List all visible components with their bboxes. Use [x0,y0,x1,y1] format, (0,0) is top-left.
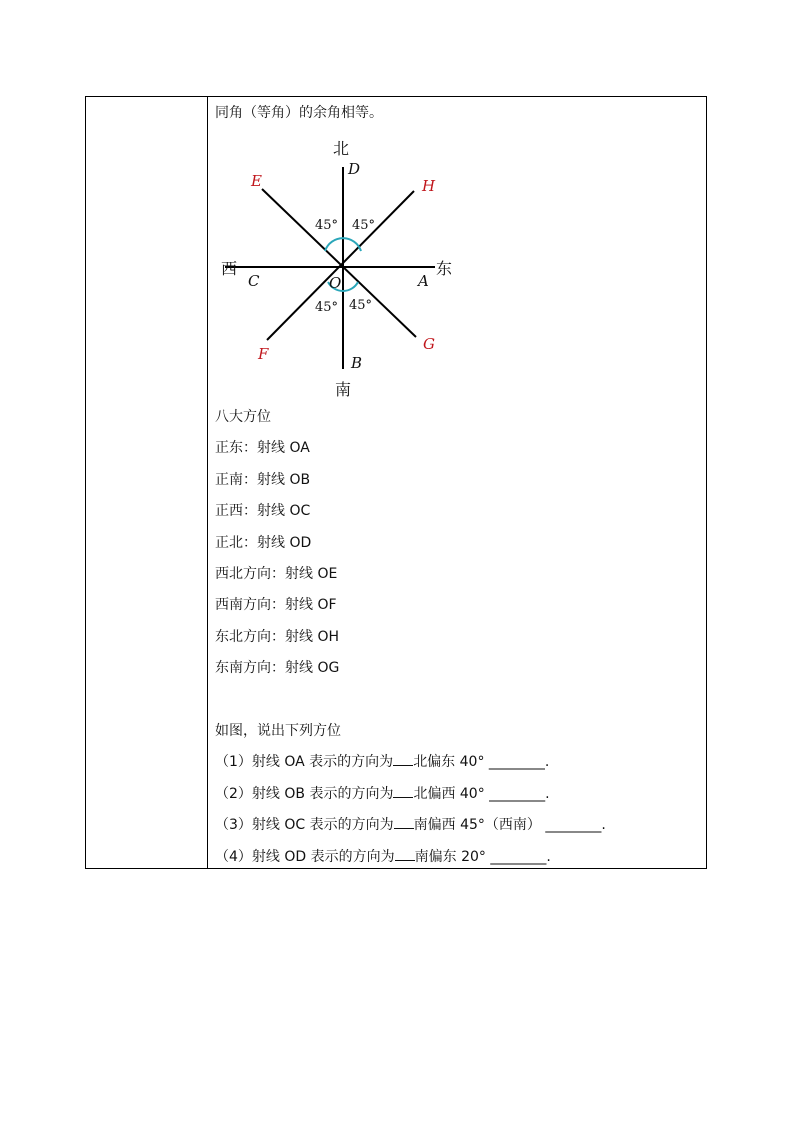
label-north: 北 [333,139,350,158]
label-east: 东 [436,259,453,278]
angle-label-lower-right: 45° [349,298,373,313]
direction-item: 西南方向：射线 OF [215,597,337,613]
question-number: （1） [215,754,252,770]
angle-label-upper-left: 45° [315,218,339,233]
question-tail: ________. [545,817,606,833]
question-item [215,816,606,834]
question-item [215,785,550,803]
question-title: 如图，说出下列方位 [215,723,341,739]
question-stem: 射线 OB 表示的方向为 [251,786,394,802]
question-answer: 北偏东 40° [413,754,485,770]
label-south: 南 [335,380,352,399]
question-number: （4） [215,849,252,865]
question-number: （3） [215,817,252,833]
compass-figure [215,137,475,407]
direction-item: 正南：射线 OB [215,472,311,488]
angle-label-lower-left: 45° [315,300,339,315]
question-answer: 南偏西 45°（西南） [413,817,541,833]
angle-label-upper-right: 45° [352,218,376,233]
point-e: E [251,172,262,190]
point-g: G [423,335,435,353]
direction-item: 正北：射线 OD [215,535,312,551]
question-number: （2） [215,786,252,802]
question-item [215,753,549,771]
direction-item: 东南方向：射线 OG [215,660,340,676]
content-table [85,96,707,869]
direction-item: 正西：射线 OC [215,503,311,519]
question-answer: 北偏西 40° [413,786,485,802]
point-o: O [329,274,342,292]
point-a: A [418,272,429,290]
direction-item: 西北方向：射线 OE [215,566,338,582]
answer-blank[interactable] [394,828,414,829]
answer-blank[interactable] [393,797,413,798]
question-tail: ________. [489,786,550,802]
point-h: H [422,177,436,195]
point-f: F [258,345,269,363]
answer-blank[interactable] [395,860,415,861]
answer-blank[interactable] [393,765,413,766]
direction-item: 正东：射线 OA [215,440,310,456]
point-b: B [351,354,363,372]
intro-text: 同角（等角）的余角相等。 [215,105,383,121]
question-stem: 射线 OA 表示的方向为 [251,754,394,770]
label-west: 西 [221,259,238,278]
question-stem: 射线 OD 表示的方向为 [251,849,395,865]
point-c: C [248,272,260,290]
point-d: D [348,160,361,178]
column-divider [207,97,208,868]
question-tail: ________. [490,849,551,865]
direction-item: 东北方向：射线 OH [215,629,339,645]
question-item [215,848,551,866]
question-tail: ________. [488,754,550,770]
question-answer: 南偏东 20° [414,849,486,865]
ray-ne-sw [267,191,414,340]
section-title: 八大方位 [215,409,271,425]
question-stem: 射线 OC 表示的方向为 [251,817,394,833]
